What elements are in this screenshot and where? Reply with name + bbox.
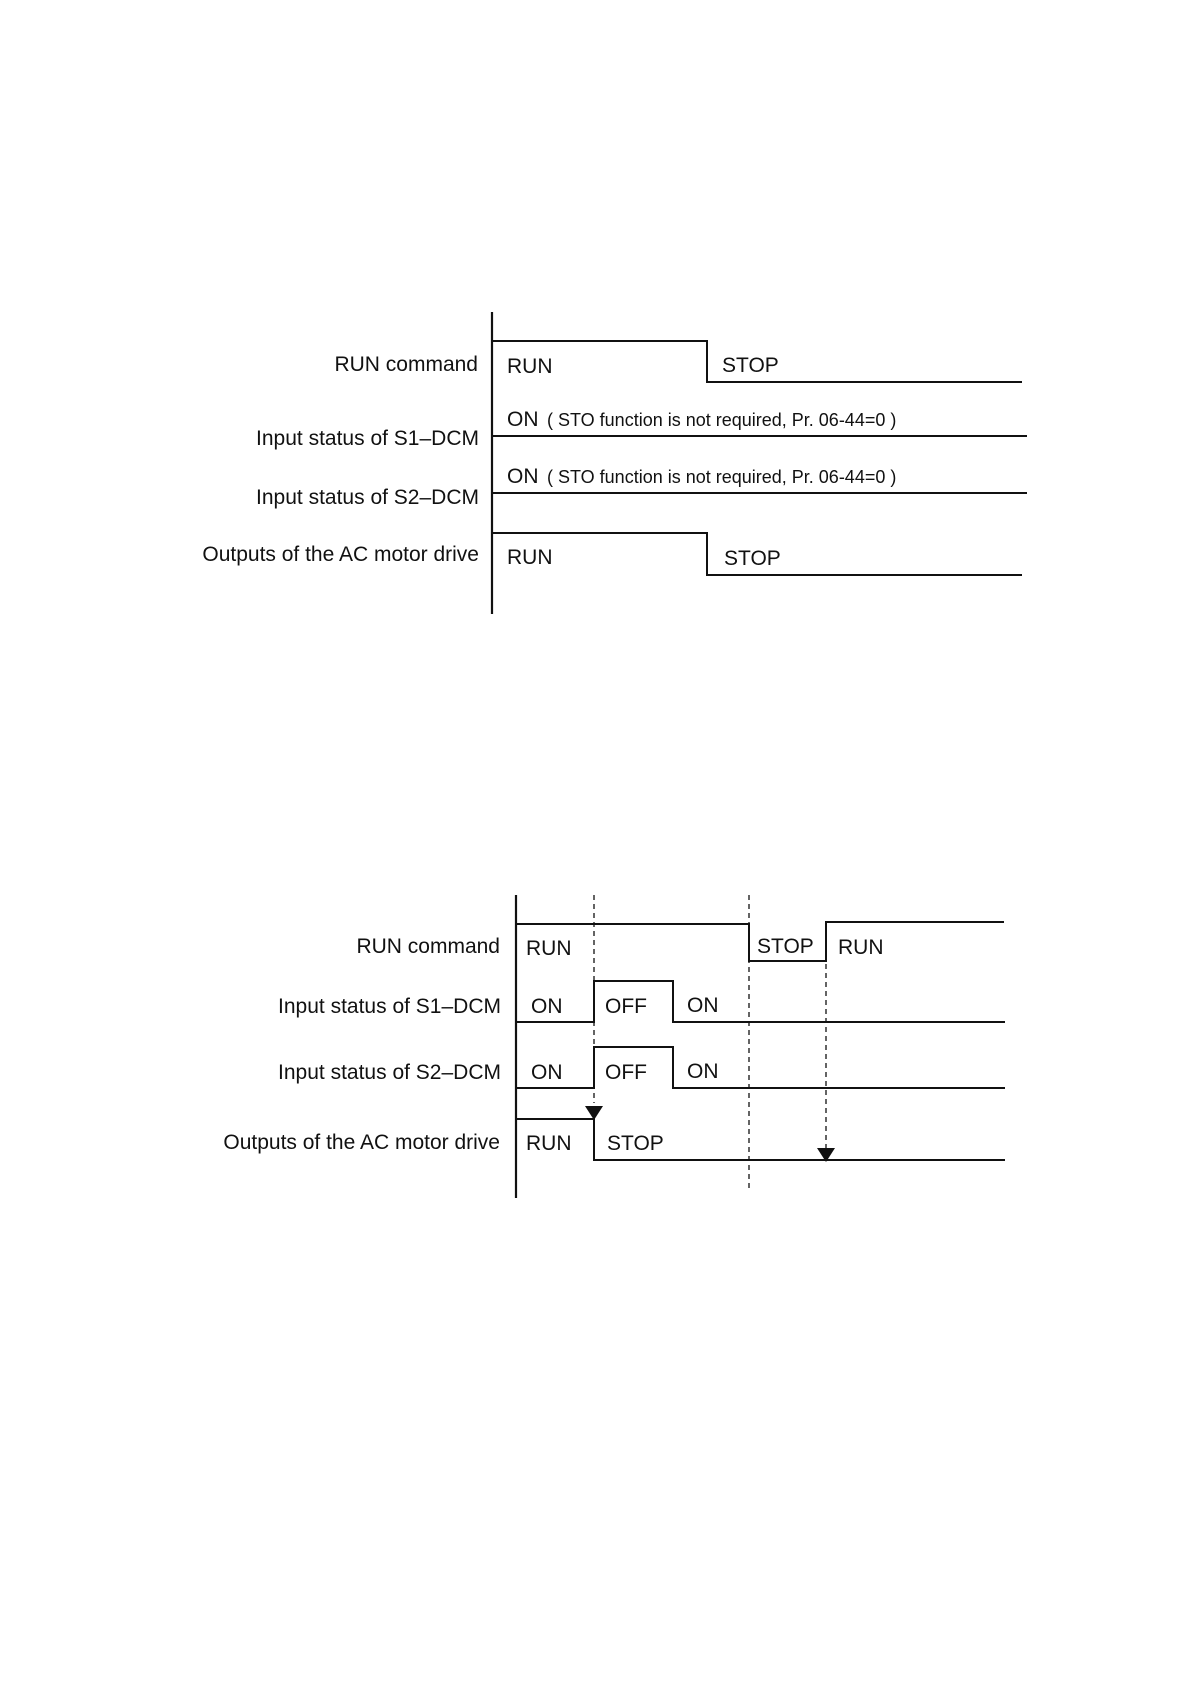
label-s1-dcm: Input status of S1–DCM [256, 427, 479, 450]
state-on: ON [507, 408, 539, 431]
state-on: ON [687, 1060, 719, 1083]
state-on: ON [531, 1061, 563, 1084]
state-stop: STOP [607, 1132, 664, 1155]
state-on: ON [687, 994, 719, 1017]
state-off: OFF [605, 1061, 647, 1084]
label-s2-dcm: Input status of S2–DCM [256, 486, 479, 509]
waveform-s2-dcm [516, 1047, 1005, 1088]
state-on: ON [531, 995, 563, 1018]
sto-note: ( STO function is not required, Pr. 06-44=0 ) [547, 467, 897, 487]
label-outputs: Outputs of the AC motor drive [202, 543, 479, 566]
state-run: RUN [838, 936, 884, 959]
state-run: RUN [526, 937, 572, 960]
timing-diagram-2 [223, 895, 1005, 1198]
state-run: RUN [526, 1132, 572, 1155]
state-stop: STOP [724, 547, 781, 570]
waveform-s1-dcm [516, 981, 1005, 1022]
timing-diagram-1 [202, 312, 1027, 614]
state-run: RUN [507, 546, 553, 569]
sto-note: ( STO function is not required, Pr. 06-44=0 ) [547, 410, 897, 430]
state-run: RUN [507, 355, 553, 378]
state-stop: STOP [722, 354, 779, 377]
label-outputs: Outputs of the AC motor drive [223, 1131, 500, 1154]
label-run-command: RUN command [356, 935, 500, 958]
label-run-command: RUN command [334, 353, 478, 376]
arrow-down-icon [585, 1106, 603, 1120]
label-s2-dcm: Input status of S2–DCM [278, 1061, 501, 1084]
state-off: OFF [605, 995, 647, 1018]
waveform-outputs [516, 1119, 1005, 1160]
label-s1-dcm: Input status of S1–DCM [278, 995, 501, 1018]
state-stop: STOP [757, 935, 814, 958]
state-on: ON [507, 465, 539, 488]
